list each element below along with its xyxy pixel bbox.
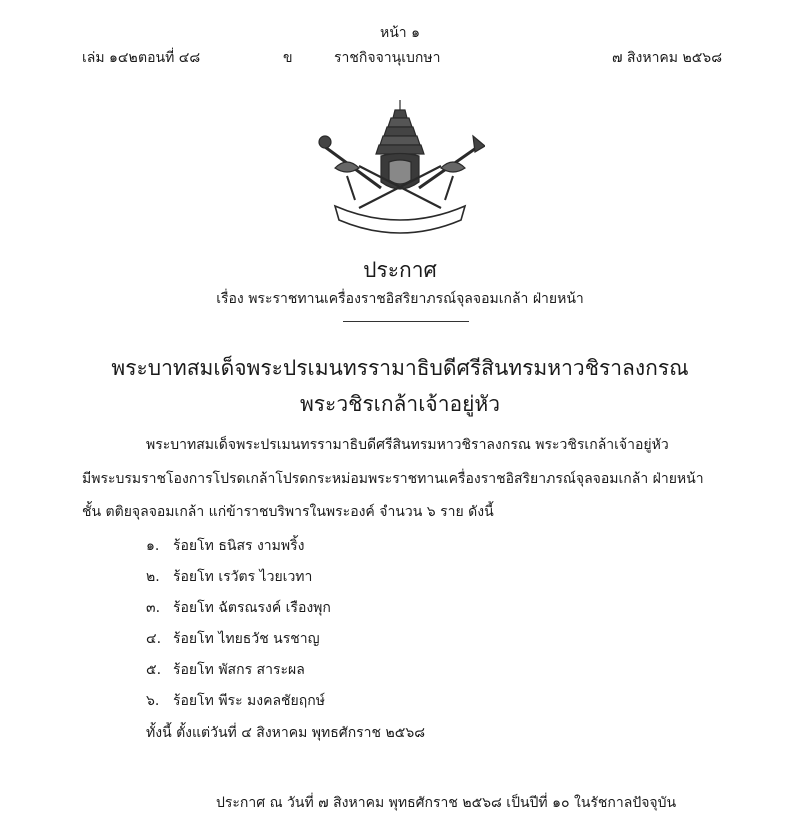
body-line: พระบาทสมเด็จพระปรเมนทรรามาธิบดีศรีสินทรมหาวชิราลงกรณ พระวชิรเกล้าเจ้าอยู่หัว bbox=[146, 437, 669, 453]
header-date: ๗ สิงหาคม ๒๕๖๘ bbox=[611, 50, 722, 66]
list-number: ๓. bbox=[146, 600, 161, 616]
list-number: ๒. bbox=[146, 569, 160, 585]
gazette-header bbox=[82, 47, 722, 67]
announcement-subject: เรื่อง พระราชทานเครื่องราชอิสริยาภรณ์จุลจอมเกล้า ฝ่ายหน้า bbox=[216, 291, 584, 307]
list-number: ๑. bbox=[146, 538, 160, 554]
part-label: ข bbox=[283, 50, 293, 66]
recipient-name: ร้อยโท พัสกร สาระผล bbox=[173, 662, 305, 678]
effective-date: ทั้งนี้ ตั้งแต่วันที่ ๔ สิงหาคม พุทธศักราช ๒๕๖๘ bbox=[146, 725, 426, 741]
king-name-line-2: พระวชิรเกล้าเจ้าอยู่หัว bbox=[299, 392, 501, 416]
gazette-name: ราชกิจจานุเบกษา bbox=[334, 50, 441, 66]
list-number: ๖. bbox=[146, 693, 160, 709]
list-item bbox=[146, 597, 331, 619]
list-item bbox=[146, 535, 304, 557]
list-item bbox=[146, 566, 312, 588]
section-label: ตอนที่ ๔๘ bbox=[138, 50, 201, 66]
list-number: ๕. bbox=[146, 662, 162, 678]
volume-label: เล่ม ๑๔๒ bbox=[82, 50, 138, 66]
recipient-name: ร้อยโท เรวัตร ไวยเวทา bbox=[173, 569, 313, 585]
list-item bbox=[146, 690, 325, 712]
list-item bbox=[146, 628, 320, 650]
announcement-dateline: ประกาศ ณ วันที่ ๗ สิงหาคม พุทธศักราช ๒๕๖๘ เป็นปีที่ ๑๐ ในรัชกาลปัจจุบัน bbox=[216, 795, 677, 811]
body-line: ชั้น ตติยจุลจอมเกล้า แก่ข้าราชบริพารในพระองค์ จำนวน ๖ ราย ดังนี้ bbox=[82, 504, 494, 520]
list-number: ๔. bbox=[146, 631, 162, 647]
announcement-title: ประกาศ bbox=[363, 258, 437, 282]
title-divider bbox=[343, 321, 469, 322]
body-line: มีพระบรมราชโองการโปรดเกล้าโปรดกระหม่อมพระราชทานเครื่องราชอิสริยาภรณ์จุลจอมเกล้า ฝ่ายหน้า bbox=[82, 471, 704, 487]
recipient-name: ร้อยโท ไทยธวัช นรชาญ bbox=[173, 631, 320, 647]
list-item bbox=[146, 659, 305, 681]
recipient-name: ร้อยโท พีระ มงคลชัยฤกษ์ bbox=[173, 693, 325, 709]
recipient-name: ร้อยโท ธนิสร งามพริ้ง bbox=[173, 538, 305, 554]
king-name-line-1: พระบาทสมเด็จพระปรเมนทรรามาธิบดีศรีสินทรมหาวชิราลงกรณ bbox=[111, 356, 689, 380]
page-number: หน้า ๑ bbox=[380, 25, 420, 41]
recipient-name: ร้อยโท ฉัตรณรงค์ เรืองพุก bbox=[173, 600, 331, 616]
royal-cypher-emblem-icon bbox=[315, 96, 485, 234]
